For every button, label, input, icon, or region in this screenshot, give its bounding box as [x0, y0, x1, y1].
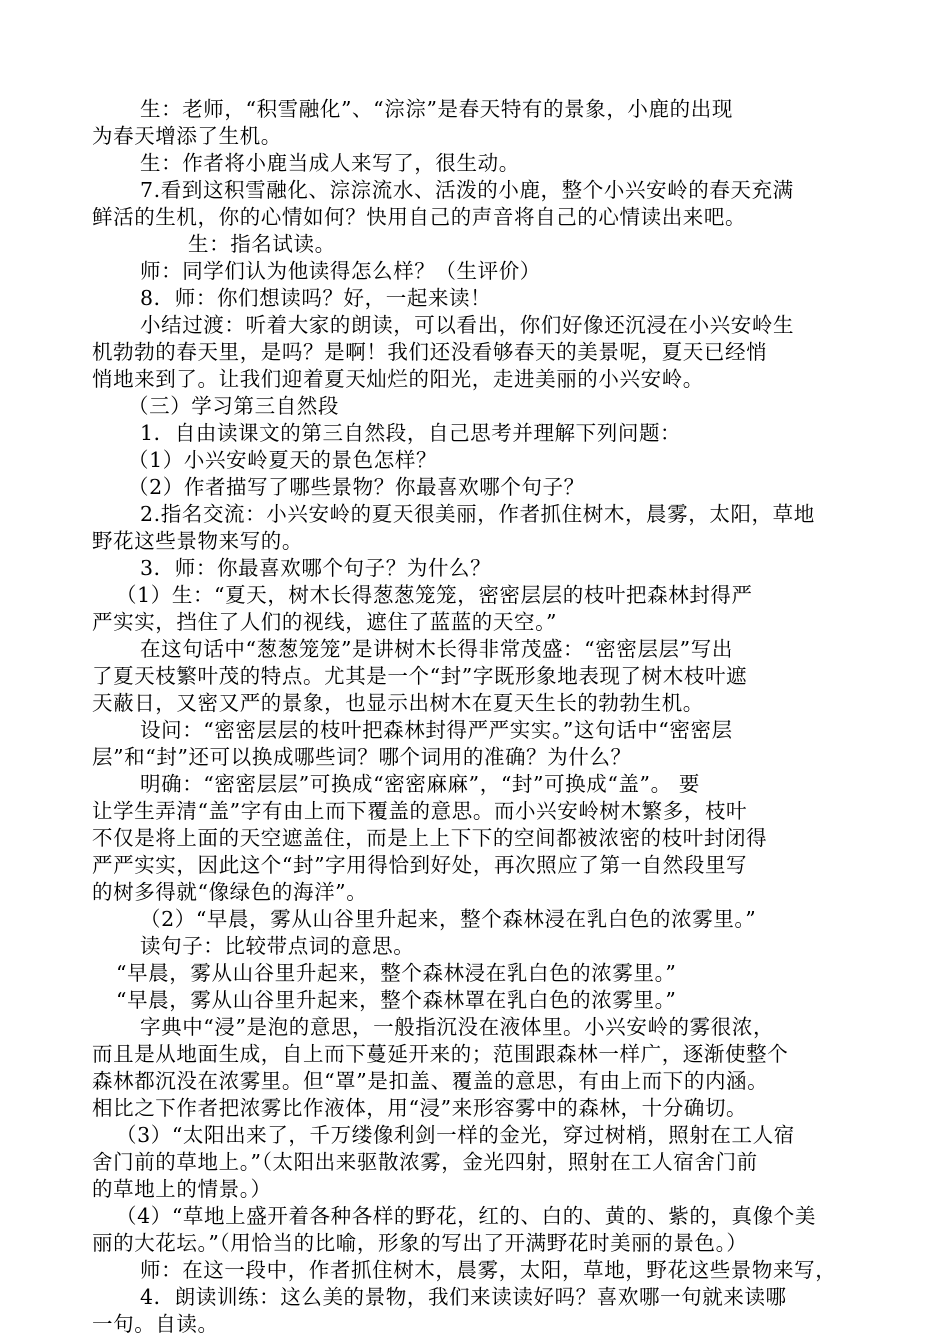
text-line: 层”和“封”还可以换成哪些词？哪个词用的准确？为什么？ [92, 745, 632, 769]
text-line: 的树多得就“像绿色的海洋”。 [92, 880, 368, 904]
text-line: 字典中“浸”是泡的意思，一般指沉没在液体里。小兴安岭的雾很浓， [140, 1015, 775, 1039]
document-body [92, 96, 862, 1338]
text-line: （1）生：“夏天，树木长得葱葱笼笼，密密层层的枝叶把森林封得严 [116, 583, 753, 607]
text-line: 的草地上的情景。） [92, 1177, 272, 1201]
text-line: 3．师：你最喜欢哪个句子？为什么？ [140, 556, 492, 580]
text-line: 严严实实，因此这个“封”字用得恰到好处，再次照应了第一自然段里写 [92, 853, 748, 877]
text-line: 悄地来到了。让我们迎着夏天灿烂的阳光，走进美丽的小兴安岭。 [92, 367, 704, 391]
text-line: 生：指名试读。 [188, 232, 336, 256]
text-line: （三）学习第三自然段 [128, 394, 339, 418]
text-line: 机勃勃的春天里，是吗？是啊！我们还没看够春天的美景呢，夏天已经悄 [92, 340, 768, 364]
text-line: 8．师：你们想读吗？好，一起来读！ [140, 286, 492, 310]
text-line: （2）“早晨，雾从山谷里升起来，整个森林浸在乳白色的浓雾里。” [140, 907, 757, 931]
text-line: 师：在这一段中，作者抓住树木，晨雾，太阳，草地，野花这些景物来写， [140, 1258, 837, 1282]
text-line: 不仅是将上面的天空遮盖住，而是上上下下的空间都被浓密的枝叶封闭得 [92, 826, 768, 850]
text-line: 生：老师，“积雪融化”、“淙淙”是春天特有的景象，小鹿的出现 [140, 97, 733, 121]
text-line: 而且是从地面生成，自上而下蔓延开来的；范围跟森林一样广，逐渐使整个 [92, 1042, 789, 1066]
text-line: 4．朗读训练：这么美的景物，我们来读读好吗？喜欢哪一句就来读哪 [140, 1285, 787, 1309]
text-line: 鲜活的生机，你的心情如何？快用自己的声音将自己的心情读出来吧。 [92, 205, 747, 229]
text-line: 野花这些景物来写的。 [92, 529, 303, 553]
text-line: 2.指名交流：小兴安岭的夏天很美丽，作者抓住树木，晨雾，太阳，草地 [140, 502, 815, 526]
text-line: 小结过渡：听着大家的朗读，可以看出，你们好像还沉浸在小兴安岭生 [140, 313, 795, 337]
text-line: （3）“太阳出来了，千万缕像利剑一样的金光，穿过树梢，照射在工人宿 [116, 1123, 795, 1147]
text-line: 7.看到这积雪融化、淙淙流水、活泼的小鹿，整个小兴安岭的春天充满 [140, 178, 794, 202]
text-line: 让学生弄清“盖”字有由上而下覆盖的意思。而小兴安岭树木繁多，枝叶 [92, 799, 748, 823]
text-line: 相比之下作者把浓雾比作液体，用“浸”来形容雾中的森林，十分确切。 [92, 1096, 748, 1120]
text-line: 丽的大花坛。”（用恰当的比喻，形象的写出了开满野花时美丽的景色。） [92, 1231, 748, 1255]
text-line: 1．自由读课文的第三自然段，自己思考并理解下列问题： [140, 421, 682, 445]
text-line: 设问：“密密层层的枝叶把森林封得严严实实。”这句话中“密密层 [140, 718, 733, 742]
text-line: 在这句话中“葱葱笼笼”是讲树木长得非常茂盛：“密密层层”写出 [140, 637, 733, 661]
text-line: 了夏天枝繁叶茂的特点。尤其是一个“封”字既形象地表现了树木枝叶遮 [92, 664, 748, 688]
text-line: 舍门前的草地上。”（太阳出来驱散浓雾，金光四射，照射在工人宿舍门前 [92, 1150, 758, 1174]
text-line: 严实实，挡住了人们的视线，遮住了蓝蓝的天空。” [92, 610, 558, 634]
text-line: 一句。自读。 [92, 1312, 219, 1336]
text-line: 师：同学们认为他读得怎么样？（生评价） [140, 259, 541, 283]
text-line: （2）作者描写了哪些景物？你最喜欢哪个句子？ [128, 475, 585, 499]
text-line: 明确：“密密层层”可换成“密密麻麻”，“封”可换成“盖”。 要 [140, 772, 700, 796]
text-line: 森林都沉没在浓雾里。但“罩”是扣盖、覆盖的意思，有由上而下的内涵。 [92, 1069, 769, 1093]
text-line: （1）小兴安岭夏天的景色怎样？ [128, 448, 438, 472]
text-line: “早晨，雾从山谷里升起来，整个森林浸在乳白色的浓雾里。” [116, 961, 677, 985]
text-line: 天蔽日，又密又严的景象，也显示出树木在夏天生长的勃勃生机。 [92, 691, 704, 715]
text-line: 读句子：比较带点词的意思。 [140, 934, 415, 958]
text-line: 为春天增添了生机。 [92, 124, 282, 148]
text-line: 生：作者将小鹿当成人来写了，很生动。 [140, 151, 520, 175]
text-line: （4）“草地上盛开着各种各样的野花，红的、白的、黄的、紫的，真像个美 [116, 1204, 816, 1228]
text-line: “早晨，雾从山谷里升起来，整个森林罩在乳白色的浓雾里。” [116, 988, 677, 1012]
